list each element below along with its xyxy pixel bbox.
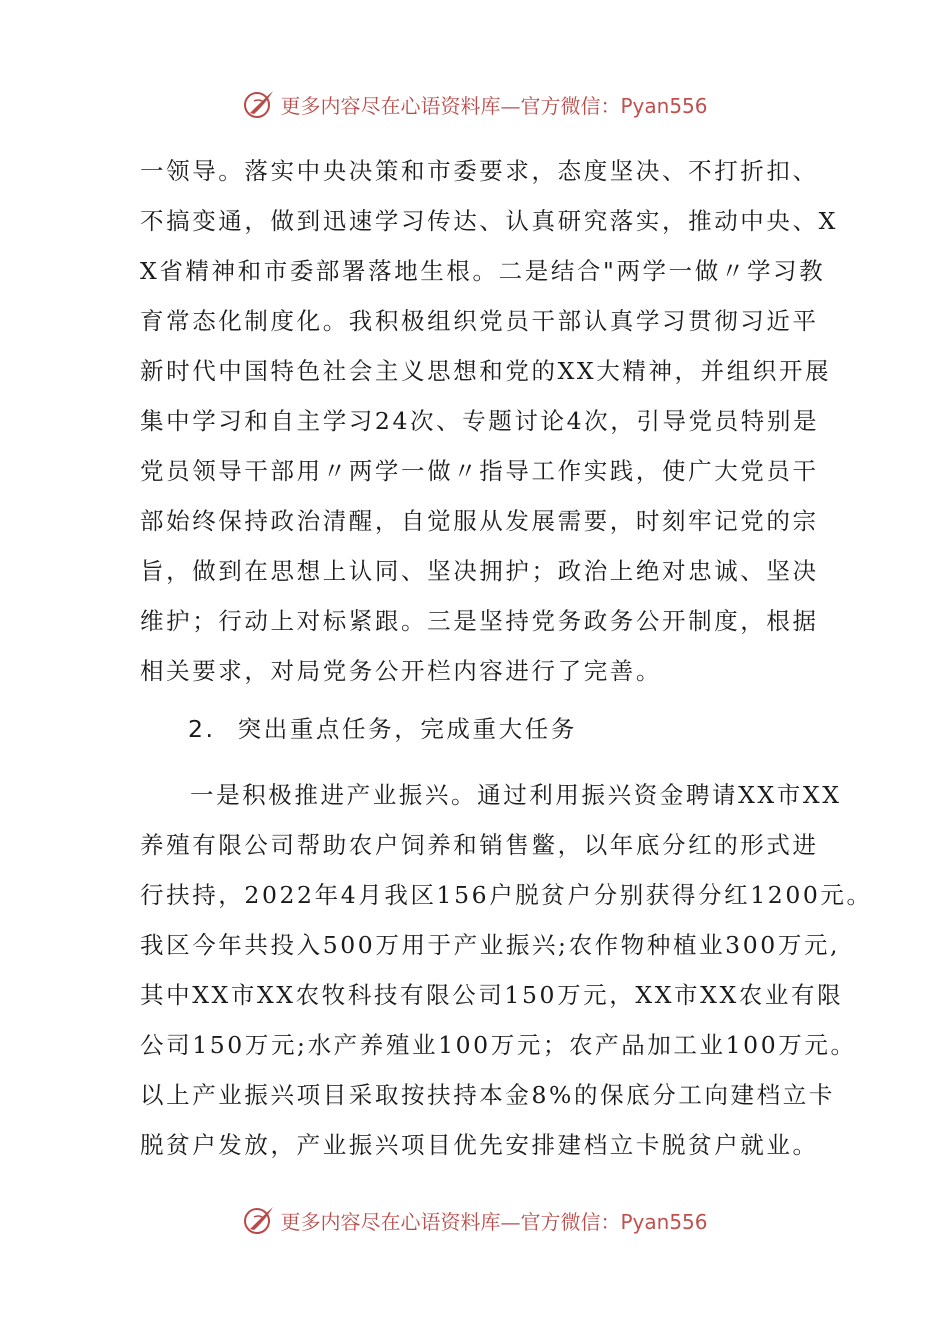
text-line: 养殖有限公司帮助农户饲养和销售鳖，以年底分红的形式进 <box>140 831 819 859</box>
text-line: 脱贫户发放，产业振兴项目优先安排建档立卡脱贫户就业。 <box>140 1131 819 1159</box>
text-line: 集中学习和自主学习24次、专题讨论4次，引导党员特别是 <box>140 407 820 435</box>
banner-text: 更多内容尽在心语资料库—官方微信：Pyan556 <box>280 93 708 118</box>
text-line: 相关要求，对局党务公开栏内容进行了完善。 <box>140 657 662 685</box>
banner-text: 更多内容尽在心语资料库—官方微信：Pyan556 <box>280 1209 708 1234</box>
text-line: 其中XX市XX农牧科技有限公司150万元，XX市XX农业有限 <box>140 981 844 1009</box>
banner-account: Pyan556 <box>620 93 708 118</box>
section-heading <box>140 704 830 754</box>
text-line: 我区今年共投入500万用于产业振兴;农作物种植业300万元, <box>140 931 841 959</box>
header-banner <box>0 84 950 124</box>
text-line: X省精神和市委部署落地生根。二是结合"两学一做〃学习教 <box>140 257 826 285</box>
text-line: 行扶持，2022年4月我区156户脱贫户分别获得分红1200元。 <box>140 881 873 909</box>
text-line: 育常态化制度化。我积极组织党员干部认真学习贯彻习近平 <box>140 307 819 335</box>
section-number: 2. <box>188 715 216 743</box>
document-body <box>140 146 873 1170</box>
text-line: 一是积极推进产业振兴。通过利用振兴资金聘请XX市XX <box>190 781 842 809</box>
paragraph-2 <box>140 770 873 1170</box>
text-line: 一领导。落实中央决策和市委要求，态度坚决、不打折扣、 <box>140 157 819 185</box>
footer-banner <box>0 1200 950 1240</box>
quill-logo-icon <box>242 87 276 121</box>
text-line: 维护；行动上对标紧跟。三是坚持党务政务公开制度，根据 <box>140 607 819 635</box>
text-line: 公司150万元;水产养殖业100万元；农产品加工业100万元。 <box>140 1031 857 1059</box>
text-line: 旨，做到在思想上认同、坚决拥护；政治上绝对忠诚、坚决 <box>140 557 819 585</box>
text-line: 不搞变通，做到迅速学习传达、认真研究落实，推动中央、X <box>140 207 838 235</box>
text-line: 以上产业振兴项目采取按扶持本金8%的保底分工向建档立卡 <box>140 1081 835 1109</box>
paragraph-1 <box>140 146 838 696</box>
section-title: 突出重点任务，完成重大任务 <box>237 715 577 743</box>
banner-account: Pyan556 <box>620 1209 708 1234</box>
text-line: 党员领导干部用〃两学一做〃指导工作实践，使广大党员干 <box>140 457 819 485</box>
quill-logo-icon <box>242 1203 276 1237</box>
text-line: 新时代中国特色社会主义思想和党的XX大精神，并组织开展 <box>140 357 832 385</box>
text-line: 部始终保持政治清醒，自觉服从发展需要，时刻牢记党的宗 <box>140 507 819 535</box>
